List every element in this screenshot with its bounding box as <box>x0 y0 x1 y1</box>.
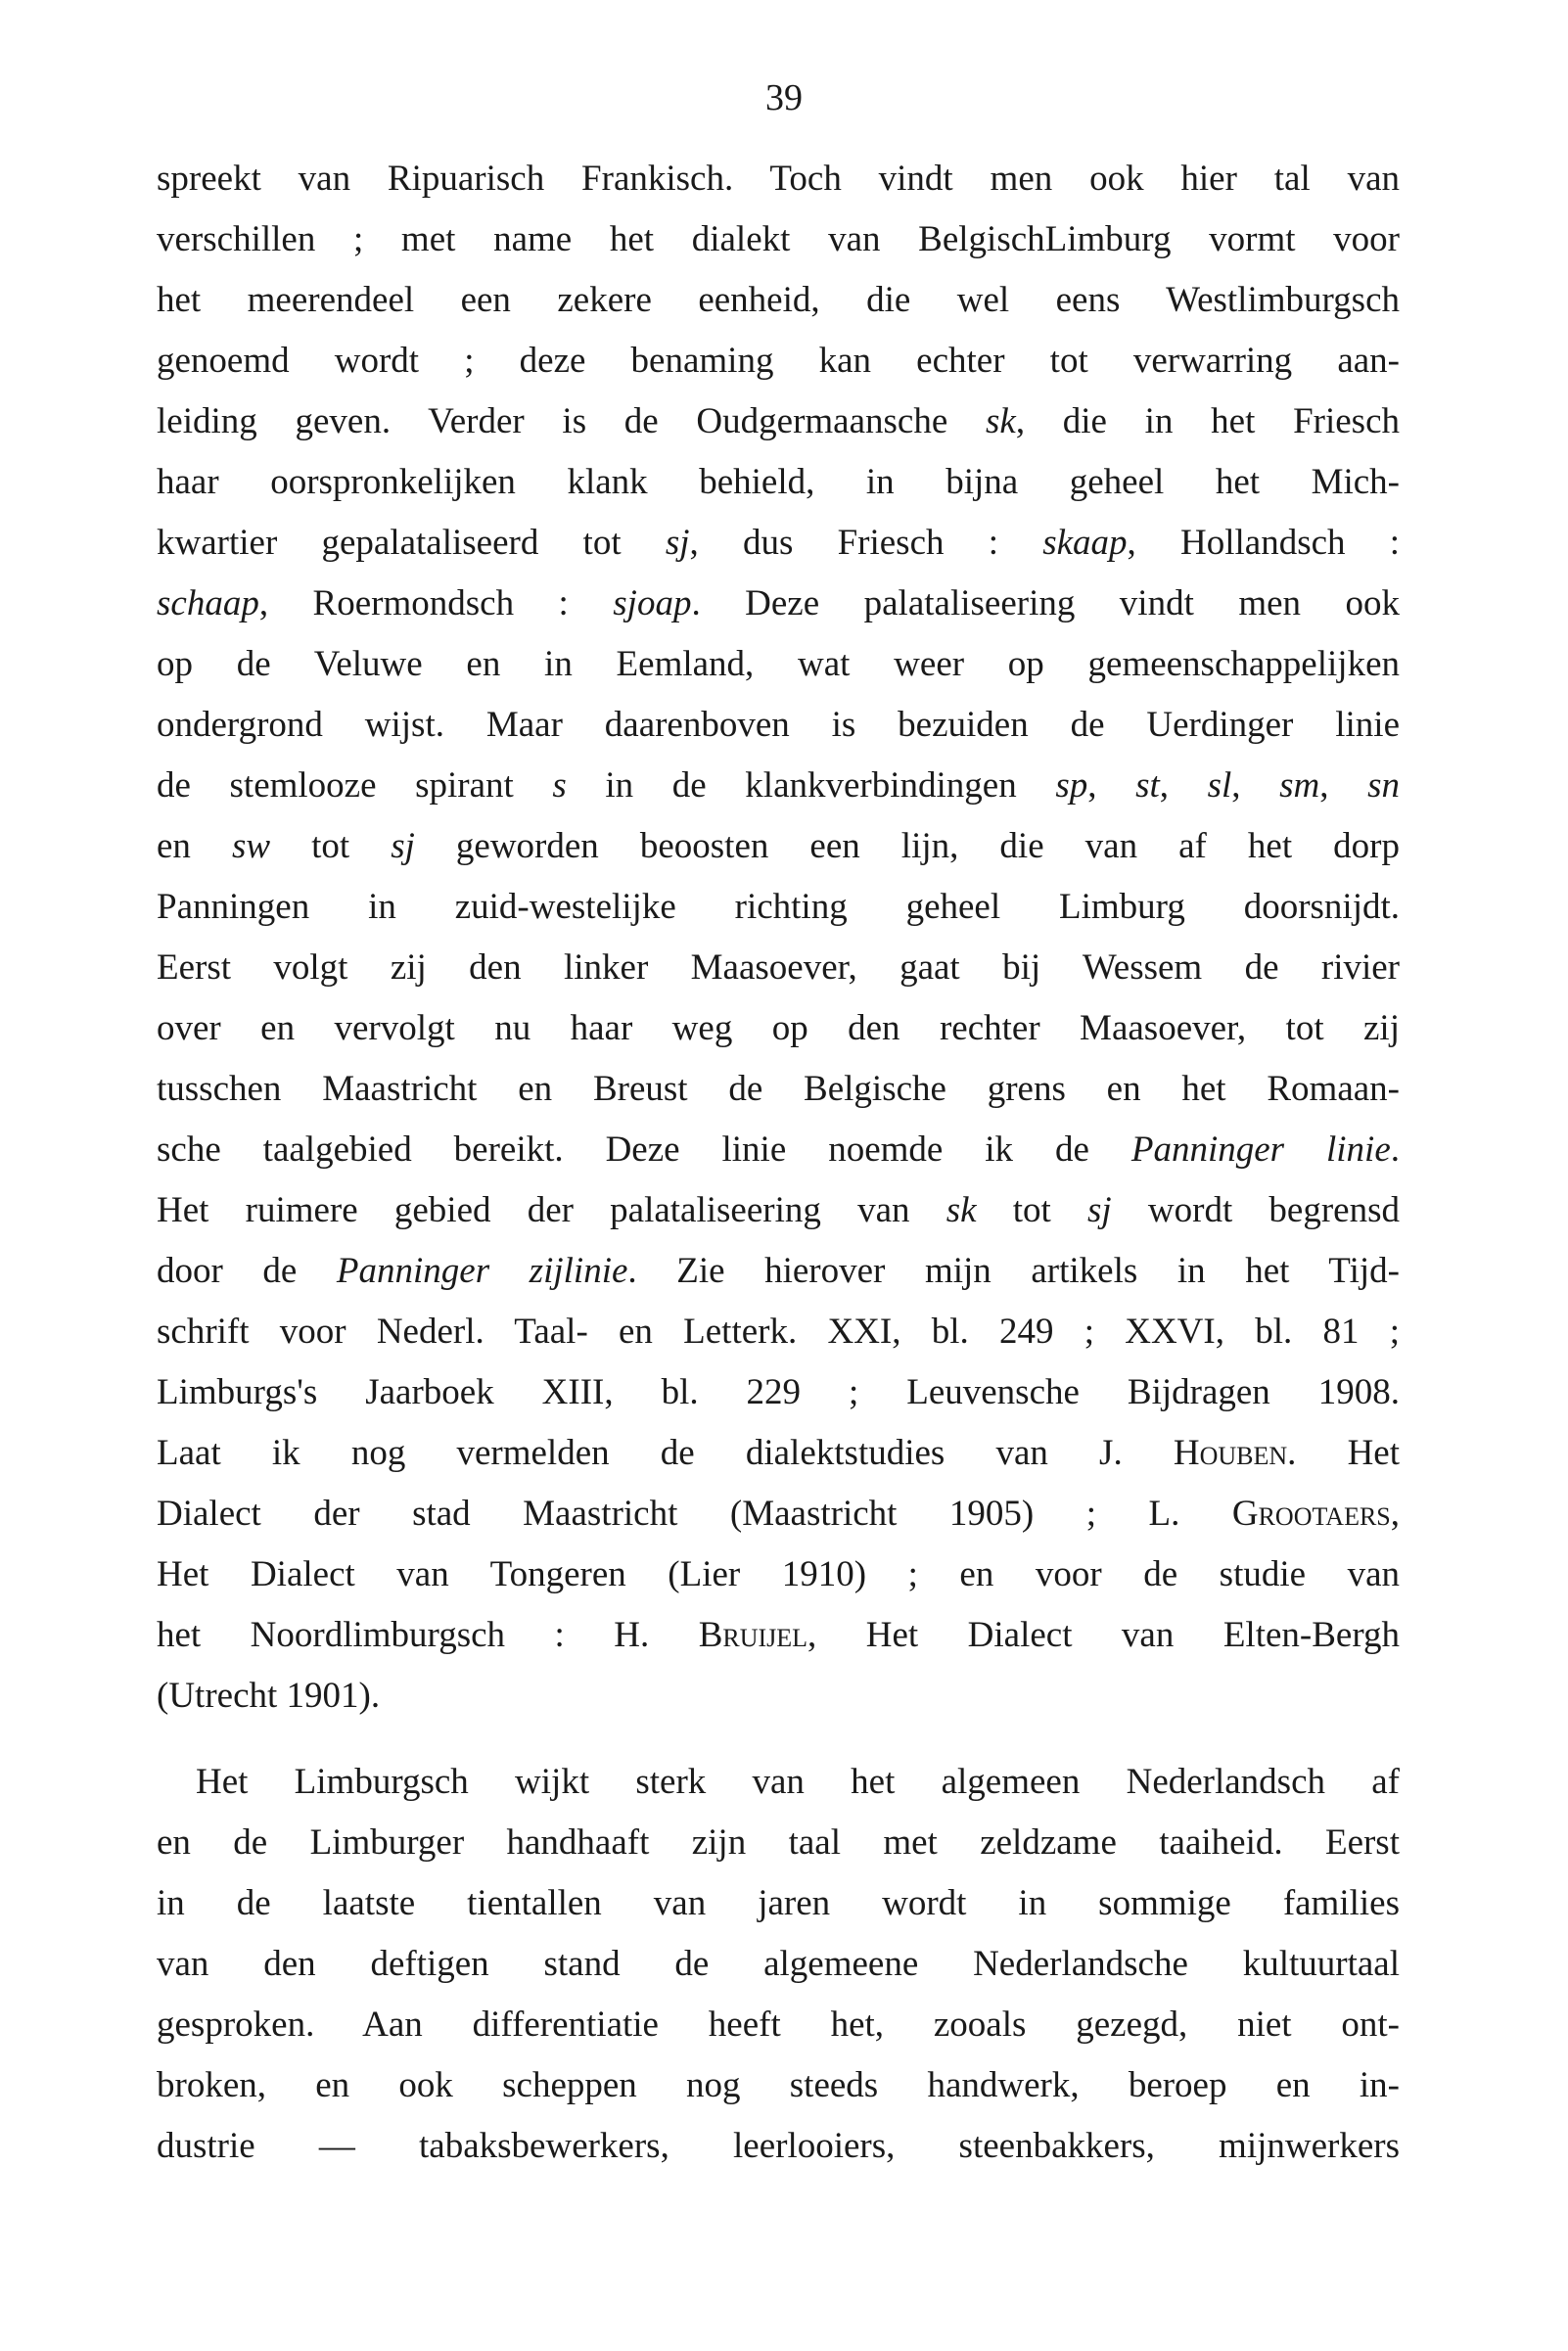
text-line: de stemlooze spirant s in de klankverbindingen sp, st, sl, sm, sn <box>157 765 1400 806</box>
text-line: over en vervolgt nu haar weg op den rechter Maasoever, tot zij <box>157 1008 1400 1048</box>
text-line: van den deftigen stand de algemeene Nederlandsche kultuurtaal <box>157 1944 1400 1984</box>
text-line: haar oorspronkelijken klank behield, in bijna geheel het Mich- <box>157 462 1400 502</box>
paragraph-1 <box>157 149 1400 1727</box>
body-text <box>157 149 1400 2177</box>
paragraph-2 <box>157 1752 1400 2177</box>
text-line: tusschen Maastricht en Breust de Belgische grens en het Romaan- <box>157 1069 1400 1109</box>
text-line: schaap, Roermondsch : sjoap. Deze palataliseering vindt men ook <box>157 583 1400 623</box>
text-line: het Noordlimburgsch : H. Bruijel, Het Dialect van Elten-Bergh <box>157 1615 1400 1655</box>
text-line: Laat ik nog vermelden de dialektstudies van J. Houben. Het <box>157 1433 1400 1473</box>
text-line: genoemd wordt ; deze benaming kan echter tot verwarring aan- <box>157 341 1400 381</box>
text-line: Panningen in zuid-westelijke richting geheel Limburg doorsnijdt. <box>157 887 1400 927</box>
text-line: Het ruimere gebied der palataliseering van sk tot sj wordt begrensd <box>157 1190 1400 1230</box>
text-line: ondergrond wijst. Maar daarenboven is bezuiden de Uerdinger linie <box>157 705 1400 745</box>
text-line: (Utrecht 1901). <box>157 1676 381 1716</box>
page-number: 39 <box>765 77 803 118</box>
text-line: en sw tot sj geworden beoosten een lijn, die van af het dorp <box>157 826 1400 866</box>
text-line: sche taalgebied bereikt. Deze linie noemde ik de Panninger linie. <box>157 1129 1400 1170</box>
text-line: Het Limburgsch wijkt sterk van het algemeen Nederlandsch af <box>196 1762 1400 1802</box>
text-line: op de Veluwe en in Eemland, wat weer op gemeenschappelijken <box>157 644 1400 684</box>
text-line: verschillen ; met name het dialekt van BelgischLimburg vormt voor <box>157 219 1400 259</box>
text-line: schrift voor Nederl. Taal- en Letterk. XXI, bl. 249 ; XXVI, bl. 81 ; <box>157 1312 1400 1352</box>
text-line: Eerst volgt zij den linker Maasoever, gaat bij Wessem de rivier <box>157 947 1400 988</box>
text-line: spreekt van Ripuarisch Frankisch. Toch vindt men ook hier tal van <box>157 159 1400 199</box>
text-line: Dialect der stad Maastricht (Maastricht 1905) ; L. Grootaers, <box>157 1494 1400 1534</box>
text-line: gesproken. Aan differentiatie heeft het, zooals gezegd, niet ont- <box>157 2005 1400 2045</box>
text-line: leiding geven. Verder is de Oudgermaansche sk, die in het Friesch <box>157 401 1401 441</box>
text-line: het meerendeel een zekere eenheid, die wel eens Westlimburgsch <box>157 280 1400 320</box>
text-line: Het Dialect van Tongeren (Lier 1910) ; en voor de studie van <box>157 1554 1400 1594</box>
text-line: broken, en ook scheppen nog steeds handwerk, beroep en in- <box>157 2065 1400 2105</box>
text-line: in de laatste tientallen van jaren wordt in sommige families <box>157 1883 1400 1923</box>
text-line: en de Limburger handhaaft zijn taal met zeldzame taaiheid. Eerst <box>157 1822 1400 1863</box>
text-line: kwartier gepalataliseerd tot sj, dus Friesch : skaap, Hollandsch : <box>157 523 1400 563</box>
text-line: Limburgs's Jaarboek XIII, bl. 229 ; Leuvensche Bijdragen 1908. <box>157 1372 1400 1412</box>
text-line: dustrie — tabaksbewerkers, leerlooiers, steenbakkers, mijnwerkers <box>157 2126 1400 2166</box>
text-line: door de Panninger zijlinie. Zie hierover mijn artikels in het Tijd- <box>157 1251 1400 1291</box>
